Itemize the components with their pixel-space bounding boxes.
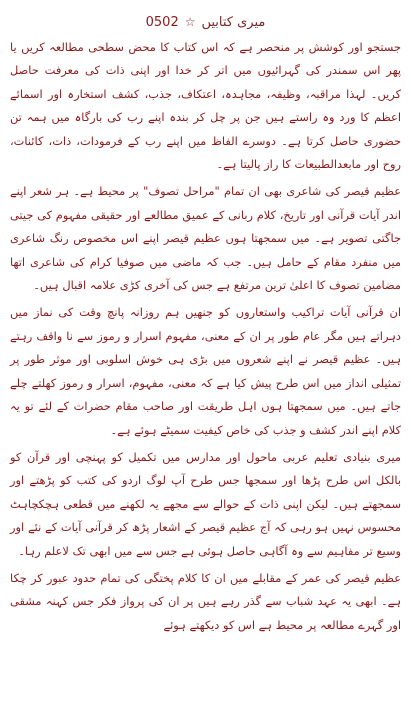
page-header: [10, 12, 401, 32]
paragraph-5: عظیم قیصر کی عمر کے مقابلے میں ان کا کلام پختگی کی تمام حدود عبور کر چکا ہے۔ ابھی یہ عہد شباب سے گذر رہے ہیں پر ان کی پرواز فکر جس کہنہ مشقی اور گہرے مطالعہ پر محیط ہے اس کو دیکھتے ہوئے: [10, 570, 401, 632]
paragraph-2: عظیم قیصر کی شاعری بھی ان تمام "مراحل تصوف" پر محیط ہے۔ ہر شعر اپنے اندر آیات قرآنی اور تاریخ، کلام ربانی کے عمیق مطالعے اور حقیقی مفہوم کی جیتی جاگتی تصویر ہے۔ میں سمجھتا ہوں عظیم قیصر اپنے اس مخصوص رنگ شاعری میں منفرد مقام کے حامل ہیں۔ جب کہ ماضی میں صوفیا کرام کی شاعری اتھا مضامین تصوف کا اعلیٰ ترین مرتفع ہے جس کی آخری کڑی علامہ اقبال ہیں۔: [10, 184, 401, 293]
page-number: 0502: [145, 14, 179, 30]
paragraph-1: جستجو اور کوشش پر منحصر ہے کہ اس کتاب کا محض سطحی مطالعہ کریں یا پھر اس سمندر کی گہرائیوں میں اتر کر خدا اور اپنی ذات کی معرفت حاصل کریں۔ لہذا مراقبہ، وظیفہ، مجاہدہ، اعتکاف، جذب، کشف استخارہ اور اسمائے اعظم کا ورد وہ راستے ہیں جن پر چل کر بندہ اپنے رب کی بارگاہ میں ہمہ تن حضوری حاصل کرتا ہے۔ دوسرے الفاظ میں اپنے رب کے فرمودات، ذات، کائنات، روح اور مابعدالطبیعات کا راز پالیتا ہے۔: [10, 40, 401, 172]
paragraph-3: ان قرآنی آیات تراکیب واستعاروں کو جنھیں ہم روزانہ پانچ وقت کی نماز میں دہراتے ہیں مگر عام طور پر ان کے معنی، مفہوم اسرار و رموز سے نا واقف رہتے ہیں۔ عظیم قیصر نے اپنے شعروں میں بڑی ہی خوش اسلوبی اور موثر طور پر تمثیلی انداز میں اس طرح پیش کیا ہے کہ معنی، مفہوم، اسرار و رموز کھلتے چلے جاتے ہیں۔ میں سمجھتا ہوں اہل طریقت اور صاحب مقام حضرات کے لئے تو یہ کلام اپنے اندر کشف و جذب کی خاص کیفیت سمیٹے ہوئے ہے۔: [10, 305, 401, 437]
book-title: میری کتابیں: [201, 14, 266, 30]
star-icon: ☆: [184, 15, 196, 29]
paragraph-4: میری بنیادی تعلیم عربی ماحول اور مدارس میں تکمیل کو پہنچی اور قرآن کو بالکل اس طرح پڑھا اور سمجھا جس طرح آپ لوگ اردو کی کتب کو پڑھتے اور سمجھتے ہیں۔ لیکن اپنی ذات کے حوالے سے مجھے یہ لکھنے میں قطعی ہچکچاہٹ محسوس نہیں ہو رہی کہ آج عظیم قیصر کے اشعار پڑھ کر قرآنی آیات کے نئے اور وسیع تر مفاہیم سے وہ آگاہی حاصل ہوئی ہے جس سے میں ابھی تک لاعلم رہا۔: [10, 449, 401, 558]
article-body: [10, 36, 401, 637]
